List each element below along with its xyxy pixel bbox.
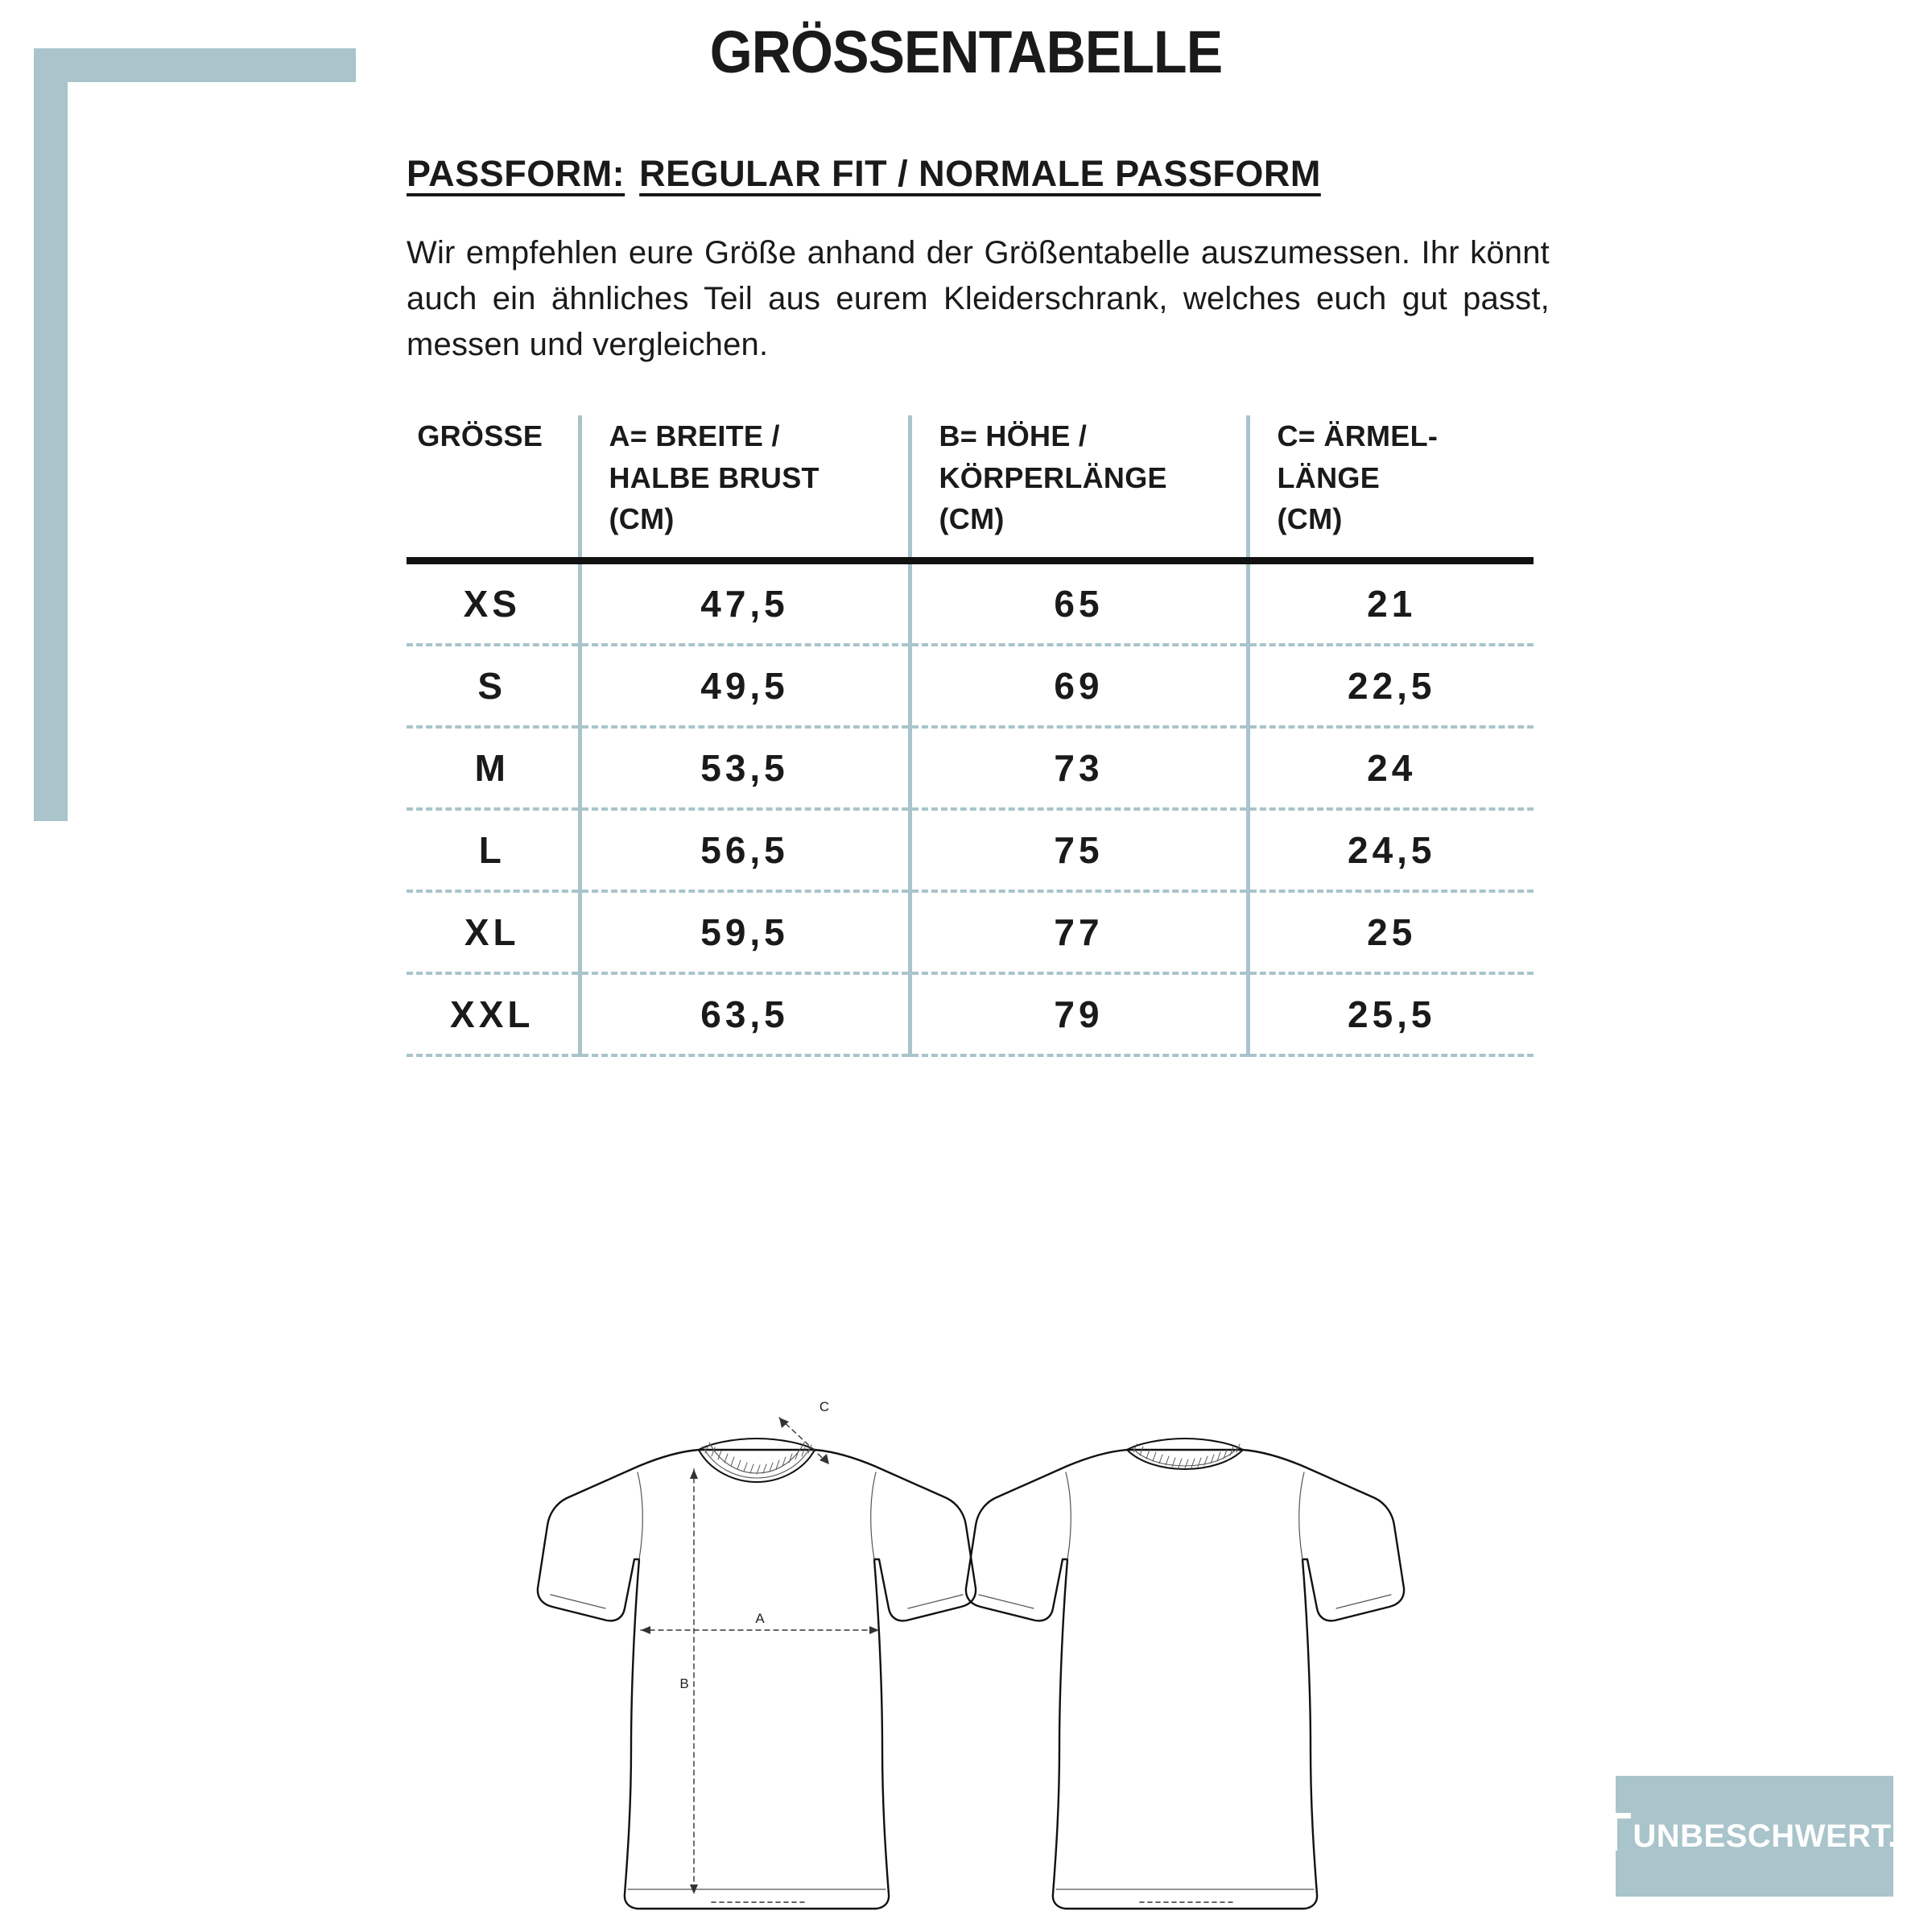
fit-value: REGULAR FIT / NORMALE PASSFORM bbox=[639, 153, 1321, 194]
size-table bbox=[407, 415, 1534, 1056]
content-column bbox=[407, 153, 1550, 1057]
corner-bracket-decoration bbox=[34, 48, 356, 821]
cell-sleeve: 24,5 bbox=[1248, 809, 1534, 891]
table-row bbox=[407, 891, 1534, 973]
fit-line bbox=[407, 153, 1550, 195]
table-header-row bbox=[407, 415, 1534, 560]
brand-badge bbox=[1616, 1776, 1897, 1897]
shirt-front-outline bbox=[538, 1439, 976, 1909]
intro-paragraph: Wir empfehlen eure Größe anhand der Größentabelle auszumessen. Ihr könnt auch ein ähnliches Teil aus eurem Kleiderschrank, welches euch gut passt, messen und vergleichen. bbox=[407, 235, 1550, 362]
cell-width: 53,5 bbox=[580, 727, 910, 809]
shirt-back-outline bbox=[966, 1439, 1404, 1909]
cell-size: XL bbox=[407, 891, 580, 973]
cell-length: 73 bbox=[910, 727, 1248, 809]
brand-corner-icon bbox=[1612, 1813, 1631, 1851]
cell-length: 77 bbox=[910, 891, 1248, 973]
brand-name: UNBESCHWERT. bbox=[1633, 1818, 1897, 1854]
cell-length: 69 bbox=[910, 645, 1248, 727]
bracket-vertical-bar bbox=[34, 48, 68, 821]
size-table-body bbox=[407, 560, 1534, 1055]
table-row bbox=[407, 727, 1534, 809]
size-table-head bbox=[407, 415, 1534, 560]
cell-sleeve: 24 bbox=[1248, 727, 1534, 809]
page-title: GRÖSSENTABELLE bbox=[709, 19, 1223, 85]
column-header-size: GRÖSSE bbox=[407, 415, 580, 560]
cell-sleeve: 22,5 bbox=[1248, 645, 1534, 727]
front-label-a: A bbox=[755, 1611, 765, 1626]
column-header-sleeve: C= ÄRMEL- LÄNGE (CM) bbox=[1248, 415, 1534, 560]
cell-length: 79 bbox=[910, 973, 1248, 1055]
cell-width: 47,5 bbox=[580, 560, 910, 645]
cell-size: XXL bbox=[407, 973, 580, 1055]
cell-width: 49,5 bbox=[580, 645, 910, 727]
cell-width: 63,5 bbox=[580, 973, 910, 1055]
cell-sleeve: 21 bbox=[1248, 560, 1534, 645]
shirt-diagrams bbox=[483, 1389, 1433, 1920]
front-measure-arrows bbox=[641, 1418, 879, 1894]
table-row bbox=[407, 973, 1534, 1055]
table-row bbox=[407, 560, 1534, 645]
fit-label: PASSFORM: bbox=[407, 153, 625, 194]
cell-length: 65 bbox=[910, 560, 1248, 645]
cell-width: 56,5 bbox=[580, 809, 910, 891]
table-row bbox=[407, 809, 1534, 891]
front-label-b: B bbox=[679, 1676, 689, 1691]
cell-size: XS bbox=[407, 560, 580, 645]
cell-sleeve: 25,5 bbox=[1248, 973, 1534, 1055]
column-header-length: B= HÖHE / KÖRPERLÄNGE (CM) bbox=[910, 415, 1248, 560]
front-label-c: C bbox=[819, 1399, 830, 1414]
cell-length: 75 bbox=[910, 809, 1248, 891]
cell-size: S bbox=[407, 645, 580, 727]
table-row bbox=[407, 645, 1534, 727]
cell-size: L bbox=[407, 809, 580, 891]
cell-sleeve: 25 bbox=[1248, 891, 1534, 973]
cell-width: 59,5 bbox=[580, 891, 910, 973]
cell-size: M bbox=[407, 727, 580, 809]
column-header-width: A= BREITE / HALBE BRUST (CM) bbox=[580, 415, 910, 560]
